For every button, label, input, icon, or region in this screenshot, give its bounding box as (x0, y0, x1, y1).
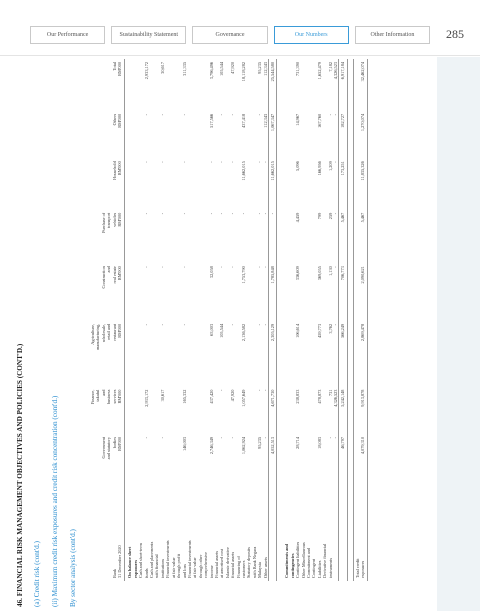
table-cell: - (143, 161, 149, 163)
table-cell: - (208, 212, 214, 215)
table-row (138, 59, 149, 581)
table-cell: - (262, 266, 268, 268)
table-cell: - (257, 212, 263, 215)
table-row (301, 59, 323, 581)
table-row (225, 59, 236, 581)
table-cell: 105,544 (219, 62, 225, 76)
table-cell: 3,762 (327, 323, 333, 334)
table-cell: 14,967 (295, 113, 301, 126)
table-cell: 5,242,148 (339, 387, 347, 434)
table-cell: 32,462,074 (353, 59, 367, 111)
row-label: Islamic derivative financial assets (224, 547, 236, 578)
table-cell: - (240, 212, 246, 215)
table-cell: 182,727 (339, 111, 347, 158)
table-cell: 4,326,523 (333, 62, 339, 80)
row-label: Cash and short-term funds (138, 543, 149, 578)
table-cell: 5,096 (295, 161, 301, 171)
table-cell: 28,714 (295, 436, 301, 449)
header-label: Bank 31 December 2020 (90, 492, 125, 581)
table-cell: 1,785,848 (269, 263, 277, 321)
table-cell: 30,617 (159, 62, 165, 74)
table-cell: - (257, 113, 263, 116)
table-cell: 1,652,479 (316, 62, 322, 80)
table-row (236, 59, 247, 581)
table-cell: 63,003 (208, 323, 214, 336)
row-label (269, 492, 277, 581)
table-cell: 32,058 (208, 266, 214, 279)
header-cell: Government and statutory bodies RM'000 (90, 434, 125, 492)
table-cell: - (230, 323, 236, 326)
table-cell: 105,544 (219, 323, 225, 338)
table-cell: - (327, 436, 333, 439)
row-label: Contingent liabilities (295, 541, 301, 578)
table-cell: 336,609 (295, 266, 301, 281)
table-cell: 259 (327, 212, 333, 220)
table-cell: - (219, 389, 225, 392)
table-cell: - (333, 323, 339, 326)
top-navigation (30, 26, 430, 44)
table-cell: - (159, 266, 165, 268)
table-cell: - (262, 161, 268, 163)
table-cell: 95,235 (257, 62, 263, 74)
table-cell: - (181, 161, 187, 163)
table-cell: - (333, 212, 339, 215)
table-cell: 238,833 (295, 389, 301, 404)
table-cell: - (262, 323, 268, 326)
table-cell: 437,418 (240, 113, 246, 128)
table-cell: 5,467 (339, 210, 347, 264)
table-cell: - (333, 113, 339, 116)
tab-governance[interactable]: Governance (192, 26, 267, 44)
table-cell: - (230, 436, 236, 439)
table-cell: - (181, 113, 187, 116)
table-cell: - (333, 161, 339, 163)
table-cell: - (230, 161, 236, 163)
header-cell: Purchase of transport vehicles RM'000 (90, 210, 125, 264)
table-cell: - (143, 323, 149, 326)
table-cell: - (262, 389, 268, 392)
table-cell: - (159, 161, 165, 163)
table-cell: 30,617 (159, 389, 165, 402)
table-cell: 11,662,015 (240, 161, 246, 181)
table-cell: 1,062,924 (240, 436, 246, 455)
header-cell: Household RM'000 (90, 158, 125, 209)
header-cell: Construction and real estate RM'000 (90, 263, 125, 321)
table-cell: 731,390 (295, 62, 301, 76)
section-header-row (282, 59, 295, 581)
row-label: Derivative financial instruments (322, 543, 333, 578)
table-cell: 47,920 (230, 62, 236, 74)
table-cell: 369,055 (316, 266, 322, 281)
row-label: Financial investments at fair value through other comprehensive income (186, 540, 214, 578)
header-cell: Finance, takaful and business services RM'000 (90, 387, 125, 434)
table-cell: - (143, 212, 149, 215)
table-cell: 311,335 (181, 62, 187, 76)
table-row (187, 59, 214, 581)
table-cell: - (257, 389, 263, 392)
table-cell: - (181, 212, 187, 215)
table-cell: 166,956 (316, 161, 322, 176)
table-cell: - (159, 113, 165, 116)
table-cell: 167,760 (316, 113, 322, 128)
table-cell: - (219, 113, 225, 116)
table-cell: 731 (327, 389, 333, 397)
table-cell: 2,305,129 (269, 321, 277, 387)
table-cell: 1,270,074 (353, 111, 367, 158)
table-cell: - (230, 266, 236, 268)
table-cell: - (230, 113, 236, 116)
table-cell: 2,933,172 (143, 389, 149, 407)
section-header-row (125, 59, 138, 581)
table-cell: 706,773 (339, 263, 347, 321)
table-cell: 4,326,523 (333, 389, 339, 407)
table-cell: 4,459 (295, 212, 301, 223)
table-cell: 4,671,730 (269, 387, 277, 434)
table-cell: 18,118,282 (240, 62, 246, 82)
table-cell: 2,933,172 (143, 62, 149, 80)
table-cell: - (257, 323, 263, 326)
row-label: Other assets (262, 557, 268, 578)
table-row (149, 59, 165, 581)
row-label: Financial investments at fair value through profit and loss (165, 540, 187, 578)
table-cell: 95,235 (257, 436, 263, 449)
table-cell: 46,797 (339, 434, 347, 492)
table-cell: 2,869,478 (353, 321, 367, 387)
row-label: Other Miscellaneous Commitment and Contingent Liabilities (300, 542, 322, 578)
table-cell: 566,249 (339, 321, 347, 387)
table-cell: 799 (316, 212, 322, 220)
table-cell: - (208, 161, 214, 163)
table-cell: - (269, 210, 277, 264)
table-cell: - (159, 212, 165, 215)
table-cell: 173,251 (339, 158, 347, 209)
table-cell: 11,662,015 (269, 158, 277, 209)
table-cell: 437,420 (208, 389, 214, 404)
table-cell: 7,182 (327, 62, 333, 72)
table-cell: 165,332 (181, 389, 187, 404)
table-cell: 112,343 (262, 113, 268, 128)
table-cell: 25,544,580 (269, 59, 277, 111)
table-cell: - (219, 266, 225, 268)
table-cell: 1,209 (327, 161, 333, 171)
table-cell: 5,467 (353, 210, 367, 264)
row-label (339, 492, 347, 581)
table-cell: 2,090,621 (353, 263, 367, 321)
table-cell: 4,052,513 (269, 434, 277, 492)
tab-sustainability-statement[interactable]: Sustainability Statement (111, 26, 186, 44)
table-cell: - (143, 113, 149, 116)
table-cell: 106,614 (295, 323, 301, 338)
table-cell: - (257, 266, 263, 268)
table-header-row (90, 59, 125, 581)
table-cell: 1,753,790 (240, 266, 246, 284)
tab-other-information[interactable]: Other Information (355, 26, 430, 44)
row-label: Financing of customers (235, 556, 246, 578)
table-cell: 18,083 (316, 436, 322, 449)
table-cell: - (257, 161, 263, 163)
table-row (214, 59, 225, 581)
page-number: 285 (446, 27, 464, 41)
table-cell: - (262, 436, 268, 439)
section-title: On balance sheet exposures (127, 546, 138, 578)
table-cell: 1,067,347 (269, 111, 277, 158)
table-cell: 2,136,582 (240, 323, 246, 342)
table-cell: - (159, 436, 165, 439)
row-label: Cash and placements with financial institutions (149, 541, 165, 578)
table-cell: 2,746,349 (208, 436, 214, 455)
table-cell: 1,130 (327, 266, 333, 276)
table-cell: - (262, 212, 268, 215)
table-row (165, 59, 187, 581)
table-cell: 47,920 (230, 389, 236, 402)
section-title: Commitments and contingencies (284, 543, 295, 578)
row-label: Total credit exposures (353, 492, 367, 581)
table-row (322, 59, 333, 581)
header-cell: Others RM'000 (90, 111, 125, 158)
section-title: 46. FINANCIAL RISK MANAGEMENT OBJECTIVES AND POLICIES (CONT'D.) (16, 343, 24, 607)
subsection-credit-risk: (a) Credit risk (cont'd.) (33, 541, 41, 607)
table-cell: 459,773 (316, 323, 322, 338)
tab-our-numbers[interactable]: Our Numbers (274, 26, 349, 44)
table-cell: 146,003 (181, 436, 187, 451)
table-cell: 11,835,326 (353, 158, 367, 209)
header-cell: Total RM'000 (90, 59, 125, 111)
table-cell: - (219, 212, 225, 215)
table-body (125, 59, 367, 581)
table-cell: 1,057,649 (240, 389, 246, 407)
table-cell: - (143, 436, 149, 439)
table-cell: - (181, 323, 187, 326)
table-cell: - (333, 266, 339, 268)
header-cell: Agriculture, manufacturing, wholesale, retail and restaurant RM'000 (90, 321, 125, 387)
grand-total-row (353, 59, 367, 581)
rotated-content (0, 51, 470, 611)
table-cell: - (333, 436, 339, 439)
table-cell: - (181, 266, 187, 268)
table-cell: 517,566 (208, 113, 214, 128)
table-cell: - (230, 212, 236, 215)
table-cell: 4,079,310 (353, 434, 367, 492)
row-label: Statutory deposits with Bank Negara Malaysia (246, 546, 263, 578)
table-cell: 3,796,496 (208, 62, 214, 80)
subsection-max-credit-risk: (ii) Maximum credit risk exposures and credit risk concentration (cont'd.) (51, 395, 59, 607)
subtotal-row (269, 59, 277, 581)
table-cell: 478,873 (316, 389, 322, 404)
tab-our-performance[interactable]: Our Performance (30, 26, 105, 44)
table-row (246, 59, 262, 581)
credit-risk-table (90, 59, 368, 581)
table-cell: - (159, 323, 165, 326)
table-cell: 6,917,184 (339, 59, 347, 111)
table-cell: 112,343 (262, 62, 268, 76)
table-cell: - (327, 113, 333, 116)
table-cell: 9,913,878 (353, 387, 367, 434)
subsection-by-sector: By sector analysis (cont'd.) (69, 529, 77, 607)
table-cell: - (219, 161, 225, 163)
table-cell: - (143, 266, 149, 268)
row-label: Financial assets at amortised cost (213, 548, 225, 578)
table-cell: - (219, 436, 225, 439)
subtotal-row (339, 59, 347, 581)
